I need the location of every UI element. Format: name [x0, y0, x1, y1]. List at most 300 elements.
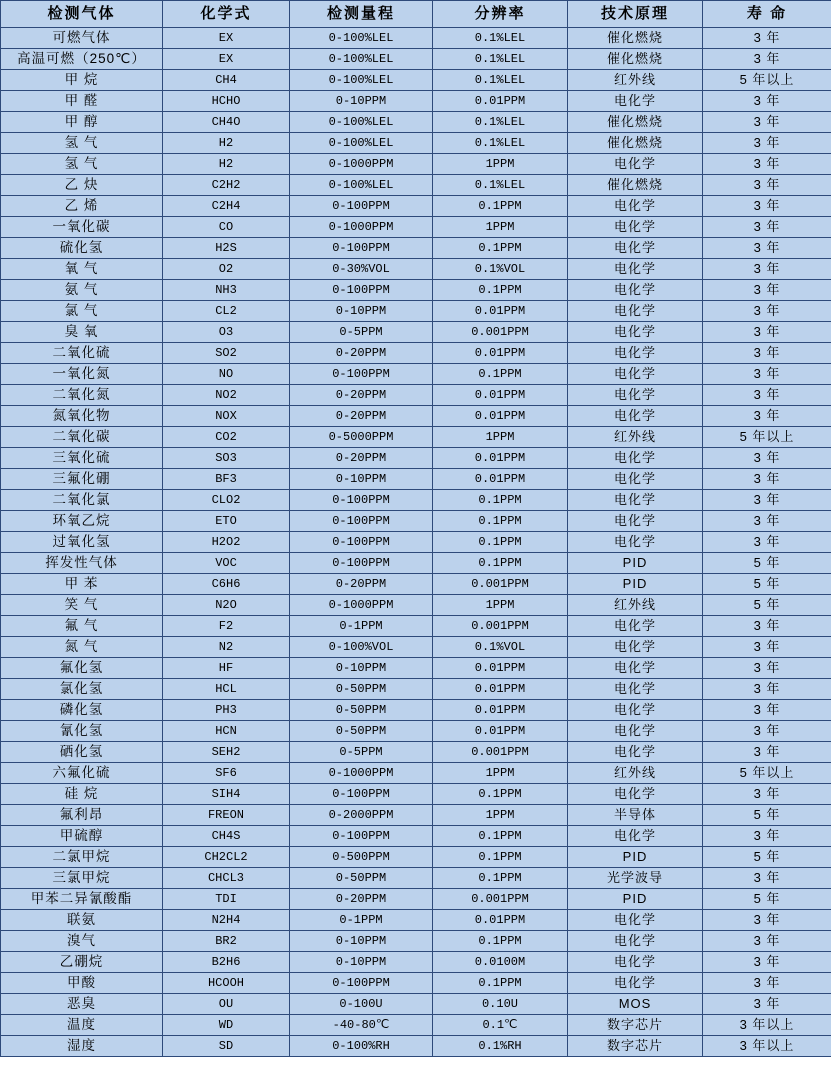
cell-resolution: 0.01PPM — [433, 910, 568, 931]
cell-life: 5 年 — [703, 847, 831, 868]
cell-formula: SEH2 — [163, 742, 290, 763]
cell-gas: 臭 氧 — [1, 322, 163, 343]
cell-gas: 三氯甲烷 — [1, 868, 163, 889]
cell-gas: 联氨 — [1, 910, 163, 931]
cell-life: 3 年 — [703, 679, 831, 700]
cell-resolution: 0.01PPM — [433, 658, 568, 679]
cell-formula: H2 — [163, 154, 290, 175]
cell-range: 0-100PPM — [290, 826, 433, 847]
table-row — [1, 847, 831, 868]
table-row — [1, 238, 831, 259]
cell-resolution: 0.1PPM — [433, 931, 568, 952]
column-header-life: 寿 命 — [703, 1, 831, 28]
cell-life: 3 年 — [703, 742, 831, 763]
cell-life: 5 年以上 — [703, 427, 831, 448]
cell-range: 0-1000PPM — [290, 595, 433, 616]
cell-gas: 硒化氢 — [1, 742, 163, 763]
cell-range: -40-80℃ — [290, 1015, 433, 1036]
table-row — [1, 469, 831, 490]
cell-resolution: 0.1%VOL — [433, 259, 568, 280]
cell-principle: 电化学 — [568, 784, 703, 805]
cell-resolution: 0.10U — [433, 994, 568, 1015]
cell-resolution: 0.1PPM — [433, 784, 568, 805]
cell-life: 3 年 — [703, 28, 831, 49]
table-row — [1, 931, 831, 952]
cell-principle: 电化学 — [568, 721, 703, 742]
cell-life: 5 年 — [703, 574, 831, 595]
cell-range: 0-5PPM — [290, 322, 433, 343]
cell-gas: 氟利昂 — [1, 805, 163, 826]
cell-formula: SD — [163, 1036, 290, 1057]
cell-principle: 红外线 — [568, 763, 703, 784]
cell-principle: 电化学 — [568, 448, 703, 469]
cell-range: 0-100%LEL — [290, 49, 433, 70]
cell-principle: PID — [568, 574, 703, 595]
cell-range: 0-100PPM — [290, 364, 433, 385]
cell-formula: NOX — [163, 406, 290, 427]
cell-life: 3 年 — [703, 532, 831, 553]
cell-life: 3 年 — [703, 931, 831, 952]
cell-life: 3 年 — [703, 91, 831, 112]
cell-principle: PID — [568, 889, 703, 910]
cell-formula: CH4 — [163, 70, 290, 91]
cell-resolution: 0.1%LEL — [433, 133, 568, 154]
cell-gas: 氯化氢 — [1, 679, 163, 700]
cell-resolution: 0.01PPM — [433, 343, 568, 364]
cell-life: 3 年 — [703, 343, 831, 364]
table-row — [1, 679, 831, 700]
cell-formula: SF6 — [163, 763, 290, 784]
cell-range: 0-100PPM — [290, 973, 433, 994]
cell-principle: 催化燃烧 — [568, 175, 703, 196]
cell-range: 0-50PPM — [290, 868, 433, 889]
table-row — [1, 826, 831, 847]
cell-range: 0-10PPM — [290, 952, 433, 973]
cell-formula: O3 — [163, 322, 290, 343]
table-row — [1, 406, 831, 427]
cell-formula: FREON — [163, 805, 290, 826]
cell-gas: 氨 气 — [1, 280, 163, 301]
cell-range: 0-100PPM — [290, 238, 433, 259]
cell-range: 0-5000PPM — [290, 427, 433, 448]
cell-gas: 氟化氢 — [1, 658, 163, 679]
cell-gas: 二氧化氯 — [1, 490, 163, 511]
cell-principle: MOS — [568, 994, 703, 1015]
cell-life: 5 年 — [703, 889, 831, 910]
table-row — [1, 259, 831, 280]
cell-principle: 电化学 — [568, 322, 703, 343]
cell-resolution: 0.001PPM — [433, 616, 568, 637]
table-row — [1, 70, 831, 91]
cell-gas: 磷化氢 — [1, 700, 163, 721]
cell-gas: 二氯甲烷 — [1, 847, 163, 868]
cell-life: 3 年 — [703, 217, 831, 238]
cell-formula: H2O2 — [163, 532, 290, 553]
cell-range: 0-100PPM — [290, 532, 433, 553]
table-row — [1, 217, 831, 238]
cell-range: 0-50PPM — [290, 721, 433, 742]
cell-range: 0-10PPM — [290, 301, 433, 322]
cell-formula: CO2 — [163, 427, 290, 448]
cell-formula: HCN — [163, 721, 290, 742]
cell-life: 3 年 — [703, 637, 831, 658]
cell-range: 0-100U — [290, 994, 433, 1015]
cell-resolution: 0.001PPM — [433, 574, 568, 595]
cell-gas: 硫化氢 — [1, 238, 163, 259]
cell-resolution: 0.1PPM — [433, 868, 568, 889]
table-row — [1, 574, 831, 595]
cell-principle: 电化学 — [568, 238, 703, 259]
cell-range: 0-100PPM — [290, 784, 433, 805]
table-row — [1, 28, 831, 49]
header-row — [1, 1, 831, 28]
table-row — [1, 133, 831, 154]
cell-range: 0-10PPM — [290, 469, 433, 490]
column-header-resolution: 分辨率 — [433, 1, 568, 28]
cell-principle: 电化学 — [568, 679, 703, 700]
cell-resolution: 0.01PPM — [433, 469, 568, 490]
table-row — [1, 910, 831, 931]
cell-formula: CHCL3 — [163, 868, 290, 889]
cell-life: 3 年 — [703, 154, 831, 175]
cell-range: 0-30%VOL — [290, 259, 433, 280]
cell-life: 3 年 — [703, 385, 831, 406]
cell-gas: 湿度 — [1, 1036, 163, 1057]
cell-resolution: 0.1%LEL — [433, 70, 568, 91]
cell-formula: WD — [163, 1015, 290, 1036]
cell-resolution: 1PPM — [433, 805, 568, 826]
cell-range: 0-20PPM — [290, 385, 433, 406]
table-row — [1, 868, 831, 889]
cell-range: 0-10PPM — [290, 931, 433, 952]
cell-principle: 红外线 — [568, 595, 703, 616]
cell-formula: VOC — [163, 553, 290, 574]
cell-principle: 催化燃烧 — [568, 112, 703, 133]
cell-resolution: 0.1%VOL — [433, 637, 568, 658]
table-body — [1, 28, 831, 1057]
cell-gas: 甲 苯 — [1, 574, 163, 595]
table-row — [1, 952, 831, 973]
table-row — [1, 532, 831, 553]
cell-gas: 恶臭 — [1, 994, 163, 1015]
cell-principle: 电化学 — [568, 742, 703, 763]
cell-life: 3 年 — [703, 364, 831, 385]
cell-gas: 甲苯二异氰酸酯 — [1, 889, 163, 910]
cell-gas: 甲 烷 — [1, 70, 163, 91]
cell-principle: 电化学 — [568, 196, 703, 217]
cell-resolution: 0.001PPM — [433, 889, 568, 910]
cell-principle: 电化学 — [568, 301, 703, 322]
cell-range: 0-100%LEL — [290, 175, 433, 196]
cell-formula: EX — [163, 49, 290, 70]
cell-gas: 挥发性气体 — [1, 553, 163, 574]
table-row — [1, 511, 831, 532]
cell-life: 5 年以上 — [703, 70, 831, 91]
cell-principle: 红外线 — [568, 70, 703, 91]
cell-gas: 氯 气 — [1, 301, 163, 322]
column-header-formula: 化学式 — [163, 1, 290, 28]
cell-principle: 电化学 — [568, 700, 703, 721]
cell-formula: O2 — [163, 259, 290, 280]
cell-gas: 氮氧化物 — [1, 406, 163, 427]
cell-formula: NO2 — [163, 385, 290, 406]
cell-principle: 电化学 — [568, 91, 703, 112]
cell-formula: N2O — [163, 595, 290, 616]
cell-range: 0-100%VOL — [290, 637, 433, 658]
cell-range: 0-1000PPM — [290, 217, 433, 238]
table-row — [1, 784, 831, 805]
table-row — [1, 91, 831, 112]
cell-range: 0-20PPM — [290, 574, 433, 595]
table-row — [1, 637, 831, 658]
cell-range: 0-500PPM — [290, 847, 433, 868]
cell-life: 3 年 — [703, 469, 831, 490]
cell-life: 3 年 — [703, 973, 831, 994]
cell-gas: 一氧化氮 — [1, 364, 163, 385]
cell-principle: 电化学 — [568, 217, 703, 238]
cell-formula: NH3 — [163, 280, 290, 301]
cell-formula: H2S — [163, 238, 290, 259]
table-row — [1, 805, 831, 826]
cell-formula: CLO2 — [163, 490, 290, 511]
cell-formula: CL2 — [163, 301, 290, 322]
cell-resolution: 1PPM — [433, 763, 568, 784]
cell-gas: 氮 气 — [1, 637, 163, 658]
cell-formula: CO — [163, 217, 290, 238]
cell-resolution: 0.1PPM — [433, 196, 568, 217]
cell-life: 3 年 — [703, 994, 831, 1015]
cell-gas: 过氧化氢 — [1, 532, 163, 553]
cell-gas: 笑 气 — [1, 595, 163, 616]
cell-range: 0-100PPM — [290, 511, 433, 532]
table-row — [1, 658, 831, 679]
table-row — [1, 280, 831, 301]
cell-life: 3 年 — [703, 700, 831, 721]
table-row — [1, 1036, 831, 1057]
cell-gas: 甲 醛 — [1, 91, 163, 112]
table-row — [1, 616, 831, 637]
cell-principle: 电化学 — [568, 616, 703, 637]
cell-range: 0-100%LEL — [290, 28, 433, 49]
table-row — [1, 595, 831, 616]
column-header-gas: 检测气体 — [1, 1, 163, 28]
cell-resolution: 0.1%LEL — [433, 175, 568, 196]
cell-principle: PID — [568, 553, 703, 574]
cell-range: 0-20PPM — [290, 448, 433, 469]
cell-resolution: 0.001PPM — [433, 322, 568, 343]
cell-formula: SO3 — [163, 448, 290, 469]
cell-range: 0-1PPM — [290, 910, 433, 931]
cell-principle: 数字芯片 — [568, 1015, 703, 1036]
cell-principle: 电化学 — [568, 259, 703, 280]
cell-resolution: 0.1PPM — [433, 553, 568, 574]
cell-formula: C2H2 — [163, 175, 290, 196]
table-row — [1, 301, 831, 322]
cell-gas: 六氟化硫 — [1, 763, 163, 784]
cell-gas: 溴气 — [1, 931, 163, 952]
cell-principle: 电化学 — [568, 469, 703, 490]
table-row — [1, 343, 831, 364]
cell-resolution: 0.1%LEL — [433, 49, 568, 70]
column-header-range: 检测量程 — [290, 1, 433, 28]
table-header — [1, 1, 831, 28]
cell-gas: 氟 气 — [1, 616, 163, 637]
cell-gas: 环氧乙烷 — [1, 511, 163, 532]
table-row — [1, 700, 831, 721]
cell-principle: PID — [568, 847, 703, 868]
cell-principle: 电化学 — [568, 511, 703, 532]
cell-resolution: 0.01PPM — [433, 448, 568, 469]
cell-range: 0-100%LEL — [290, 133, 433, 154]
cell-gas: 氰化氢 — [1, 721, 163, 742]
cell-life: 3 年 — [703, 490, 831, 511]
cell-formula: EX — [163, 28, 290, 49]
cell-range: 0-100PPM — [290, 490, 433, 511]
cell-life: 3 年 — [703, 49, 831, 70]
cell-resolution: 1PPM — [433, 154, 568, 175]
cell-gas: 乙 炔 — [1, 175, 163, 196]
cell-principle: 电化学 — [568, 952, 703, 973]
cell-gas: 一氧化碳 — [1, 217, 163, 238]
cell-range: 0-10PPM — [290, 658, 433, 679]
cell-life: 3 年 — [703, 448, 831, 469]
cell-resolution: 0.1%LEL — [433, 112, 568, 133]
cell-range: 0-1000PPM — [290, 763, 433, 784]
cell-principle: 电化学 — [568, 910, 703, 931]
cell-gas: 硅 烷 — [1, 784, 163, 805]
cell-life: 3 年 — [703, 238, 831, 259]
cell-life: 3 年 — [703, 511, 831, 532]
cell-principle: 电化学 — [568, 658, 703, 679]
cell-range: 0-100%LEL — [290, 112, 433, 133]
cell-range: 0-100PPM — [290, 196, 433, 217]
cell-resolution: 0.01PPM — [433, 301, 568, 322]
cell-gas: 甲 醇 — [1, 112, 163, 133]
cell-formula: NO — [163, 364, 290, 385]
cell-life: 3 年 — [703, 175, 831, 196]
column-header-principle: 技术原理 — [568, 1, 703, 28]
cell-range: 0-1000PPM — [290, 154, 433, 175]
cell-gas: 可燃气体 — [1, 28, 163, 49]
cell-principle: 红外线 — [568, 427, 703, 448]
cell-range: 0-100PPM — [290, 280, 433, 301]
cell-life: 5 年 — [703, 595, 831, 616]
cell-life: 3 年 — [703, 112, 831, 133]
cell-formula: N2 — [163, 637, 290, 658]
cell-range: 0-50PPM — [290, 700, 433, 721]
cell-gas: 三氧化硫 — [1, 448, 163, 469]
cell-resolution: 1PPM — [433, 595, 568, 616]
cell-life: 3 年 — [703, 301, 831, 322]
cell-range: 0-20PPM — [290, 889, 433, 910]
cell-formula: C2H4 — [163, 196, 290, 217]
cell-resolution: 1PPM — [433, 217, 568, 238]
cell-resolution: 0.001PPM — [433, 742, 568, 763]
cell-formula: OU — [163, 994, 290, 1015]
cell-range: 0-20PPM — [290, 406, 433, 427]
cell-range: 0-1PPM — [290, 616, 433, 637]
cell-gas: 甲硫醇 — [1, 826, 163, 847]
table-row — [1, 322, 831, 343]
cell-life: 3 年 — [703, 259, 831, 280]
cell-life: 3 年 — [703, 133, 831, 154]
cell-resolution: 0.1PPM — [433, 826, 568, 847]
cell-gas: 乙 烯 — [1, 196, 163, 217]
cell-principle: 催化燃烧 — [568, 49, 703, 70]
cell-formula: ETO — [163, 511, 290, 532]
cell-life: 3 年 — [703, 784, 831, 805]
cell-formula: BF3 — [163, 469, 290, 490]
cell-life: 3 年以上 — [703, 1036, 831, 1057]
cell-range: 0-50PPM — [290, 679, 433, 700]
cell-principle: 电化学 — [568, 931, 703, 952]
cell-formula: HCOOH — [163, 973, 290, 994]
table-row — [1, 721, 831, 742]
table-row — [1, 112, 831, 133]
cell-resolution: 0.01PPM — [433, 385, 568, 406]
cell-formula: CH2CL2 — [163, 847, 290, 868]
table-row — [1, 973, 831, 994]
cell-life: 3 年 — [703, 616, 831, 637]
cell-range: 0-5PPM — [290, 742, 433, 763]
cell-formula: SIH4 — [163, 784, 290, 805]
cell-gas: 温度 — [1, 1015, 163, 1036]
cell-life: 3 年 — [703, 658, 831, 679]
cell-range: 0-100PPM — [290, 553, 433, 574]
cell-formula: SO2 — [163, 343, 290, 364]
cell-resolution: 0.1%LEL — [433, 28, 568, 49]
cell-gas: 二氧化碳 — [1, 427, 163, 448]
cell-range: 0-20PPM — [290, 343, 433, 364]
cell-life: 5 年以上 — [703, 763, 831, 784]
table-row — [1, 385, 831, 406]
table-row — [1, 763, 831, 784]
table-row — [1, 154, 831, 175]
cell-principle: 电化学 — [568, 385, 703, 406]
cell-life: 3 年以上 — [703, 1015, 831, 1036]
cell-resolution: 0.01PPM — [433, 700, 568, 721]
table-row — [1, 175, 831, 196]
table-row — [1, 553, 831, 574]
cell-gas: 乙硼烷 — [1, 952, 163, 973]
cell-resolution: 0.1PPM — [433, 532, 568, 553]
table-row — [1, 49, 831, 70]
cell-gas: 二氧化硫 — [1, 343, 163, 364]
cell-range: 0-100%LEL — [290, 70, 433, 91]
table-row — [1, 448, 831, 469]
cell-resolution: 0.01PPM — [433, 91, 568, 112]
cell-gas: 甲酸 — [1, 973, 163, 994]
cell-life: 3 年 — [703, 826, 831, 847]
cell-resolution: 0.01PPM — [433, 406, 568, 427]
cell-gas: 三氟化硼 — [1, 469, 163, 490]
table-row — [1, 1015, 831, 1036]
cell-resolution: 0.01PPM — [433, 679, 568, 700]
cell-formula: N2H4 — [163, 910, 290, 931]
cell-formula: HCL — [163, 679, 290, 700]
cell-life: 3 年 — [703, 910, 831, 931]
cell-principle: 电化学 — [568, 826, 703, 847]
cell-life: 3 年 — [703, 868, 831, 889]
cell-formula: BR2 — [163, 931, 290, 952]
table-row — [1, 994, 831, 1015]
cell-resolution: 0.1PPM — [433, 973, 568, 994]
cell-resolution: 0.1PPM — [433, 490, 568, 511]
cell-principle: 电化学 — [568, 280, 703, 301]
cell-life: 5 年 — [703, 553, 831, 574]
cell-formula: H2 — [163, 133, 290, 154]
table-row — [1, 889, 831, 910]
